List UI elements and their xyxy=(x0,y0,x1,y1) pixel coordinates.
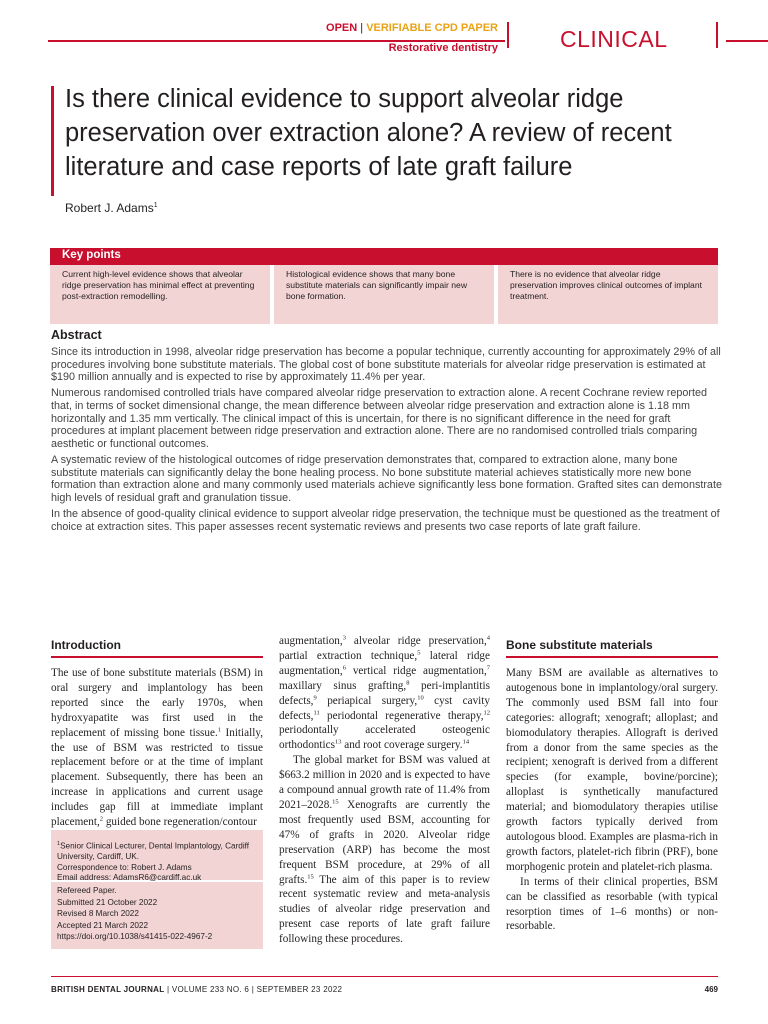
body-paragraph: Many BSM are available as alternatives to autogenous bone in implantology/oral surgery. The commonly used BSM fall into four categories: allograft; xenograft; alloplast; and biomodulatory therapies. Allograft is derived from a donor from the same species as the recipient; xenograft is derived from a different species (for example, bovine/porcine); alloplast is synthetically manufactured material; and biomodulatory therapies utilise growth factors typically derived from autologous blood. Examples are plasma-rich in growth factors, platelet-rich fibrin (PRF), bone morphogenic protein and platelet-rich plasma. xyxy=(506,667,718,873)
abstract-paragraph: Numerous randomised controlled trials have compared alveolar ridge preservation to extraction alone. A recent Cochrane review reported that, in terms of socket dimensional change, the mean difference between alveolar ridge preservation and extraction alone is 1.18 mm horizontally and 1.35 mm vertically. The clinical impact of this is uncertain, for there is no significant difference in the need for graft procedures at implant placement between ridge preservation and extraction alone. There are no randomised controlled trials comparing aesthetic or functional outcomes. xyxy=(51,387,707,450)
key-point: Histological evidence shows that many bone substitute materials can significantly impair new bone formation. xyxy=(274,265,494,324)
affiliation-box: $^1$Senior Clinical Lecturer, Dental Implantology, Cardiff University, Cardiff, UK. Correspondence to: Robert J. Adams Email address: AdamsR6@cardiff.ac.uk xyxy=(51,830,263,880)
title-accent-bar xyxy=(51,86,54,196)
author-line: Robert J. Adams$^1$ xyxy=(65,201,158,215)
correspondence-text: Correspondence to: Robert J. Adams xyxy=(57,862,192,872)
author-name: Robert J. Adams xyxy=(65,201,154,215)
body-paragraph: augmentation,$^3$ alveolar ridge preservation,$^4$ partial extraction technique,$^5$ lateral ridge augmentation,$^6$ vertical ridge augmentation,$^7$ maxillary sinus grafting,$^8$ peri-implantitis defects,$^9$ periapical surgery,$^{10}$ cyst cavity defects,$^{11}$ periodontal regenerative therapy,$^{12}$ periodontally accelerated osteogenic orthodontics$^{13}$ and root coverage surgery.$^{14}$ xyxy=(279,634,490,752)
refereed-label: Refereed Paper. xyxy=(57,886,117,895)
submitted-date: Submitted 21 October 2022 xyxy=(57,897,158,907)
footer-citation: BRITISH DENTAL JOURNAL | VOLUME 233 NO. 6 | SEPTEMBER 23 2022 xyxy=(51,985,343,994)
key-points-row xyxy=(50,265,718,324)
footer-rule xyxy=(51,976,718,977)
article-title: Is there clinical evidence to support alveolar ridge preservation over extraction alone? A review of recent literature and case reports of late graft failure xyxy=(65,85,672,181)
section-label: CLINICAL xyxy=(560,26,668,52)
body-paragraph: The global market for BSM was valued at $663.2 million in 2020 and is expected to have a compound annual growth rate of 11.4% from 2021–2028.15 Xenografts are currently the most frequently used BSM, accounting for 47% of grafts in 2020. Alveolar ridge preservation (ARP) has become the most frequent BSM procedure, at 29% of all grafts.$^{15}$ The aim of this paper is to review recent systematic review and meta-analysis studies of alveolar ridge preservation and present case reports of late graft failure following these procedures. xyxy=(279,754,490,946)
page-number: 469 xyxy=(704,985,718,994)
column-2-body xyxy=(279,634,490,947)
submission-box xyxy=(51,882,263,949)
abstract-paragraph: In the absence of good-quality clinical evidence to support alveolar ridge preservation, the technique must be questioned as the treatment of choice at extraction sites. This paper assesses recent systematic reviews and presents two case reports of late graft failure. xyxy=(51,507,720,533)
doi-link[interactable]: https://doi.org/10.1038/s41415-022-4967-2 xyxy=(57,932,213,942)
subject-label: Restorative dentistry xyxy=(388,42,498,54)
introduction-paragraph: The use of bone substitute materials (BSM) in oral surgery and implantology has been reported since the early 1970s, when hydroxyapatite was first used in the replacement of missing bone tissue.$^1$ Initially, the use of BSM was restricted to tissue replacement before or at the time of implant placement. Subsequently, there has been an increase in applications and current usage includes gap fill at immediate implant placement,$^2$ guided bone regeneration/contour xyxy=(51,667,263,829)
abstract-heading: Abstract xyxy=(51,328,102,342)
introduction-rule xyxy=(51,656,263,658)
introduction-body xyxy=(51,666,263,830)
affiliation-text: Senior Clinical Lecturer, Dental Implantology, Cardiff University, Cardiff, UK. xyxy=(57,841,250,862)
cpd-label: VERIFIABLE CPD PAPER xyxy=(366,22,498,34)
introduction-heading: Introduction xyxy=(51,638,121,652)
bsm-heading: Bone substitute materials xyxy=(506,638,653,652)
open-access-label: OPEN xyxy=(326,22,358,34)
key-points-heading: Key points xyxy=(50,248,718,265)
bsm-rule xyxy=(506,656,718,658)
accepted-date: Accepted 21 March 2022 xyxy=(57,920,149,930)
revised-date: Revised 8 March 2022 xyxy=(57,909,139,919)
access-tag: OPEN | VERIFIABLE CPD PAPER xyxy=(326,22,498,34)
abstract-paragraph: A systematic review of the histological outcomes of ridge preservation demonstrates that, compared to extraction alone, many bone substitute materials can significantly delay the bone healing process. No bone substitute material achieves statistically more new bone formation than extraction alone and many commonly used materials achieve significantly less bone formation. Grafted sites can demonstrate high levels of residual graft and granulation tissue. xyxy=(51,453,722,504)
volume-info: VOLUME 233 NO. 6 xyxy=(171,985,250,994)
body-paragraph: In terms of their clinical properties, BSM can be classified as resorbable (with typical resorption times of 1–6 months) or non-resorbable. xyxy=(506,875,718,933)
journal-name: BRITISH DENTAL JOURNAL xyxy=(51,985,165,994)
header-divider-right xyxy=(716,22,718,48)
email-text: Email address: AdamsR6@cardiff.ac.uk xyxy=(57,872,202,882)
bsm-body xyxy=(506,666,718,934)
issue-date: SEPTEMBER 23 2022 xyxy=(256,985,343,994)
abstract-paragraph: Since its introduction in 1998, alveolar ridge preservation has become a popular technique, currently accounting for approximately 29% of all procedures involving bone substitute materials. The global cost of bone substitute materials for alveolar ridge preservation is estimated at $190 million annually and is expected to rise by approximately 11.4% per year. xyxy=(51,346,721,384)
key-point: Current high-level evidence shows that alveolar ridge preservation has minimal effect at preventing post-extraction remodelling. xyxy=(50,265,270,324)
abstract-body xyxy=(51,346,723,537)
key-point: There is no evidence that alveolar ridge preservation improves clinical outcomes of implant treatment. xyxy=(498,265,718,324)
header-rule-right xyxy=(726,40,768,42)
header-divider-left xyxy=(507,22,509,48)
